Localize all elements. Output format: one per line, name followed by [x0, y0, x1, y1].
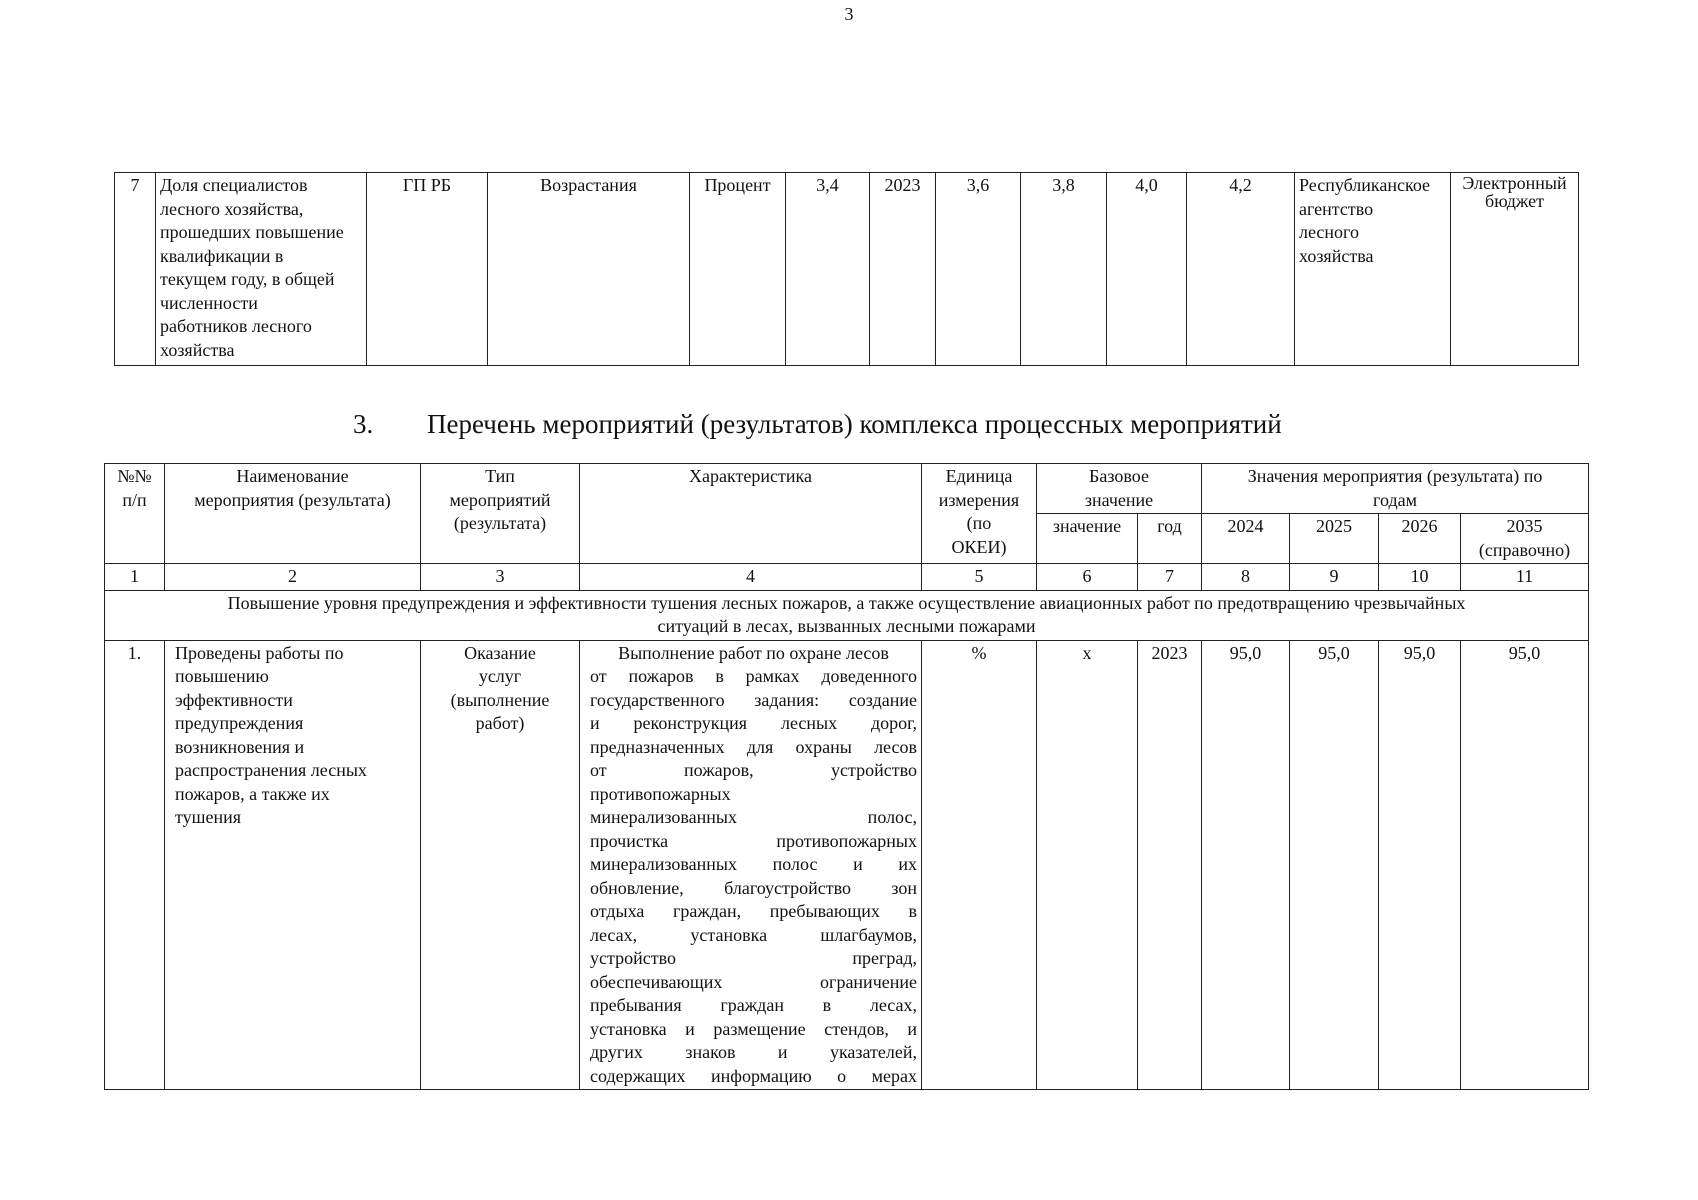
page-number: 3	[844, 4, 854, 24]
activity-row	[105, 640, 1589, 1090]
column-number: 5	[922, 564, 1037, 591]
indicator-system: Электронный бюджет	[1451, 173, 1579, 366]
column-number: 4	[580, 564, 922, 591]
header-unit: Единица измерения (по ОКЕИ)	[922, 464, 1037, 564]
indicator-name: Доля специалистов лесного хозяйства, прошедших повышение квалификации в текущем году, в общей численности работников лесного хозяйства	[156, 173, 367, 366]
indicator-row	[115, 173, 1579, 366]
activities-table	[104, 463, 1589, 1090]
task-row	[105, 590, 1589, 640]
column-number: 1	[105, 564, 165, 591]
header-values: Значения мероприятия (результата) по годам	[1202, 464, 1589, 514]
section-number: 3.	[353, 409, 374, 439]
header-year-2035: 2035 (справочно)	[1461, 514, 1589, 564]
activity-number: 1.	[105, 640, 165, 1090]
activity-unit: %	[922, 640, 1037, 1090]
indicator-value-2: 3,8	[1021, 173, 1107, 366]
indicators-table	[114, 172, 1579, 366]
header-year-2026: 2026	[1379, 514, 1461, 564]
header-base-year: год	[1138, 514, 1202, 564]
header-type: Тип мероприятий (результата)	[421, 464, 580, 564]
activity-value-2025: 95,0	[1290, 640, 1379, 1090]
header-num: №№ п/п	[105, 464, 165, 564]
column-number: 8	[1202, 564, 1290, 591]
indicator-value-3: 4,0	[1107, 173, 1187, 366]
activity-base-year: 2023	[1138, 640, 1202, 1090]
activity-value-2026: 95,0	[1379, 640, 1461, 1090]
task-title: Повышение уровня предупреждения и эффективности тушения лесных пожаров, а также осуществление авиационных работ по предотвращению чрезвычайных ситуаций в лесах, вызванных лесными пожарами	[105, 590, 1589, 640]
indicator-responsible: Республиканское агентство лесного хозяйства	[1295, 173, 1451, 366]
section-heading	[353, 408, 1282, 440]
indicator-unit: Процент	[690, 173, 786, 366]
header-year-2024: 2024	[1202, 514, 1290, 564]
activity-base-value: х	[1037, 640, 1138, 1090]
header-base-value: значение	[1037, 514, 1138, 564]
section-title: Перечень мероприятий (результатов) комплекса процессных мероприятий	[427, 409, 1282, 439]
indicator-value-1: 3,6	[936, 173, 1021, 366]
header-row-1	[105, 464, 1589, 514]
activity-type: Оказание услуг (выполнение работ)	[421, 640, 580, 1090]
activity-name: Проведены работы по повышению эффективности предупреждения возникновения и распространения лесных пожаров, а также их тушения	[165, 640, 421, 1090]
header-base: Базовое значение	[1037, 464, 1202, 514]
indicator-base-value: 3,4	[786, 173, 870, 366]
column-number: 7	[1138, 564, 1202, 591]
header-name: Наименование мероприятия (результата)	[165, 464, 421, 564]
column-number: 3	[421, 564, 580, 591]
header-year-2025: 2025	[1290, 514, 1379, 564]
column-number: 6	[1037, 564, 1138, 591]
column-number: 2	[165, 564, 421, 591]
column-number: 9	[1290, 564, 1379, 591]
indicator-trend: Возрастания	[488, 173, 690, 366]
column-number: 10	[1379, 564, 1461, 591]
row-number: 7	[115, 173, 156, 366]
column-number: 11	[1461, 564, 1589, 591]
header-characteristic: Характеристика	[580, 464, 922, 564]
indicator-value-4: 4,2	[1187, 173, 1295, 366]
activity-characteristic: Выполнение работ по охране лесов от пожаров в рамках доведенного государственного задания: создание и реконструкция лесных дорог, предназначенных для охраны лесов от пожаров, устройство противопожарных минерализованных полос, прочистка противопожарных минерализованных полос и их обновление, благоустройство зон отдыха граждан, пребывающих в лесах, установка шлагбаумов, устройство преград, обеспечивающих ограничение пребывания граждан в лесах, установка и размещение стендов, и других знаков и указателей, содержащих информацию о мерах	[580, 640, 922, 1090]
indicator-level: ГП РБ	[367, 173, 488, 366]
activity-value-2024: 95,0	[1202, 640, 1290, 1090]
column-numbers-row	[105, 564, 1589, 591]
indicator-base-year: 2023	[870, 173, 936, 366]
activity-value-2035: 95,0	[1461, 640, 1589, 1090]
